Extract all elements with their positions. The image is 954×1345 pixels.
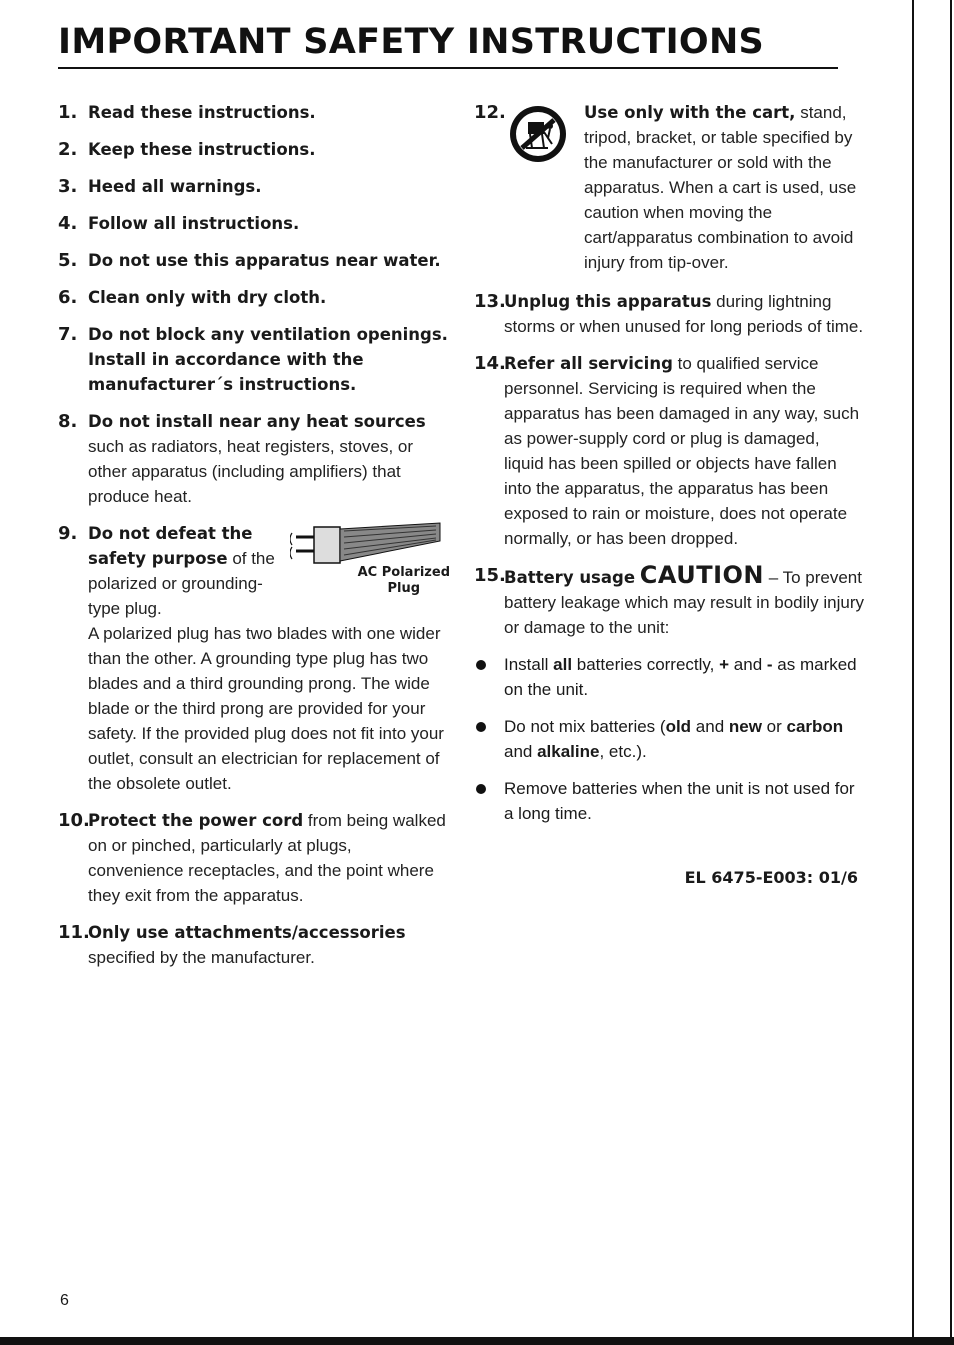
instruction-3 — [58, 174, 448, 199]
instruction-heading: Do not block any ventilation openings. Install in accordance with the manufacturer´s instructions. — [88, 325, 448, 394]
instruction-number: 8. — [58, 411, 78, 432]
instruction-number: 7. — [58, 324, 78, 345]
instruction-1 — [58, 100, 448, 125]
instruction-heading: Only use attachments/accessories — [88, 923, 406, 942]
bullet-icon — [476, 784, 486, 794]
document-code: EL 6475-E003: 01/6 — [684, 868, 858, 887]
instruction-13 — [474, 289, 864, 339]
instruction-text: – To prevent battery leakage which may result in bodily injury or damage to the unit: — [504, 568, 865, 637]
instruction-number: 15. — [474, 565, 506, 586]
instruction-number: 3. — [58, 176, 78, 197]
title-rule — [58, 67, 838, 69]
instruction-heading: Keep these instructions. — [88, 140, 316, 159]
instruction-number: 1. — [58, 102, 78, 123]
instruction-heading: Refer all servicing — [504, 354, 673, 373]
plug-caption-line-2: Plug — [387, 581, 421, 596]
right-column — [474, 100, 864, 838]
instruction-heading: Unplug this apparatus — [504, 292, 712, 311]
instruction-text: during lightning storms or when unused for long periods of time. — [504, 292, 864, 336]
instruction-8 — [58, 409, 448, 509]
instruction-heading: Battery usage — [504, 568, 636, 587]
instruction-heading: Clean only with dry cloth. — [88, 288, 327, 307]
list-item: Do not mix batteries (old and new or carbon and alkaline, etc.). — [474, 714, 864, 764]
instruction-text: from being walked on or pinched, particularly at plugs, convenience receptacles, and the point where they exit from the apparatus. — [88, 811, 446, 905]
instruction-heading: Do not defeat the safety purpose — [88, 524, 253, 568]
instruction-number: 11. — [58, 922, 90, 943]
instruction-12 — [474, 100, 864, 275]
page-number: 6 — [60, 1292, 69, 1309]
instruction-number: 9. — [58, 523, 78, 544]
ac-polarized-plug-icon — [290, 521, 450, 567]
instruction-number: 14. — [474, 353, 506, 374]
instruction-number: 5. — [58, 250, 78, 271]
page-edge — [890, 0, 954, 1345]
instruction-14 — [474, 351, 864, 551]
instruction-9 — [58, 521, 448, 796]
instruction-11 — [58, 920, 448, 970]
instruction-10 — [58, 808, 448, 908]
list-item: Install all batteries correctly, + and - as marked on the unit. — [474, 652, 864, 702]
instruction-heading: Use only with the cart, — [584, 103, 796, 122]
list-item: Remove batteries when the unit is not used for a long time. — [474, 776, 864, 826]
plug-caption-line-1: AC Polarized — [357, 565, 450, 580]
instruction-number: 2. — [58, 139, 78, 160]
instruction-heading: Read these instructions. — [88, 103, 316, 122]
bullet-icon — [476, 722, 486, 732]
bullet-icon — [476, 660, 486, 670]
instruction-lead-text: of the polarized or grounding-type plug. — [88, 549, 275, 618]
instruction-text: stand, tripod, bracket, or table specified by the manufacturer or sold with the apparatus. When a cart is used, use caution when moving the cart/apparatus combination to avoid injury from tip-over. — [584, 103, 857, 272]
instruction-number: 4. — [58, 213, 78, 234]
instruction-number: 13. — [474, 291, 506, 312]
instruction-6 — [58, 285, 448, 310]
instruction-text: to qualified service personnel. Servicing is required when the apparatus has been damaged in any way, such as power-supply cord or plug is damaged, liquid has been spilled or objects have fallen into the apparatus, the apparatus has been exposed to rain or moisture, does not operate normally, or has been dropped. — [504, 354, 860, 548]
left-column — [58, 100, 448, 982]
instruction-text: A polarized plug has two blades with one wider than the other. A grounding type plug has two blades and a third grounding prong. The wide blade or the third prong are provided for your safety. If the provided plug does not fit into your outlet, consult an electrician for replacement of the obsolete outlet. — [88, 624, 444, 793]
instruction-text: such as radiators, heat registers, stoves, or other apparatus (including amplifiers) that produce heat. — [88, 437, 414, 506]
instruction-number: 12. — [474, 102, 506, 123]
instruction-number: 10. — [58, 810, 90, 831]
page-title: IMPORTANT SAFETY INSTRUCTIONS — [58, 22, 765, 62]
cart-tip-over-icon — [508, 104, 568, 164]
instruction-5 — [58, 248, 448, 273]
caution-label: CAUTION — [639, 561, 764, 589]
plug-caption — [358, 565, 450, 597]
plug-figure — [290, 521, 450, 601]
instruction-15 — [474, 563, 864, 640]
battery-bullet-list — [474, 652, 864, 826]
instruction-heading: Heed all warnings. — [88, 177, 262, 196]
instruction-heading: Do not install near any heat sources — [88, 412, 426, 431]
instruction-2 — [58, 137, 448, 162]
instruction-heading: Do not use this apparatus near water. — [88, 251, 441, 270]
instruction-number: 6. — [58, 287, 78, 308]
instruction-4 — [58, 211, 448, 236]
instruction-heading: Follow all instructions. — [88, 214, 300, 233]
instruction-text: specified by the manufacturer. — [88, 948, 315, 967]
instruction-heading: Protect the power cord — [88, 811, 304, 830]
instruction-7 — [58, 322, 448, 397]
page-bottom-edge — [0, 1337, 954, 1345]
